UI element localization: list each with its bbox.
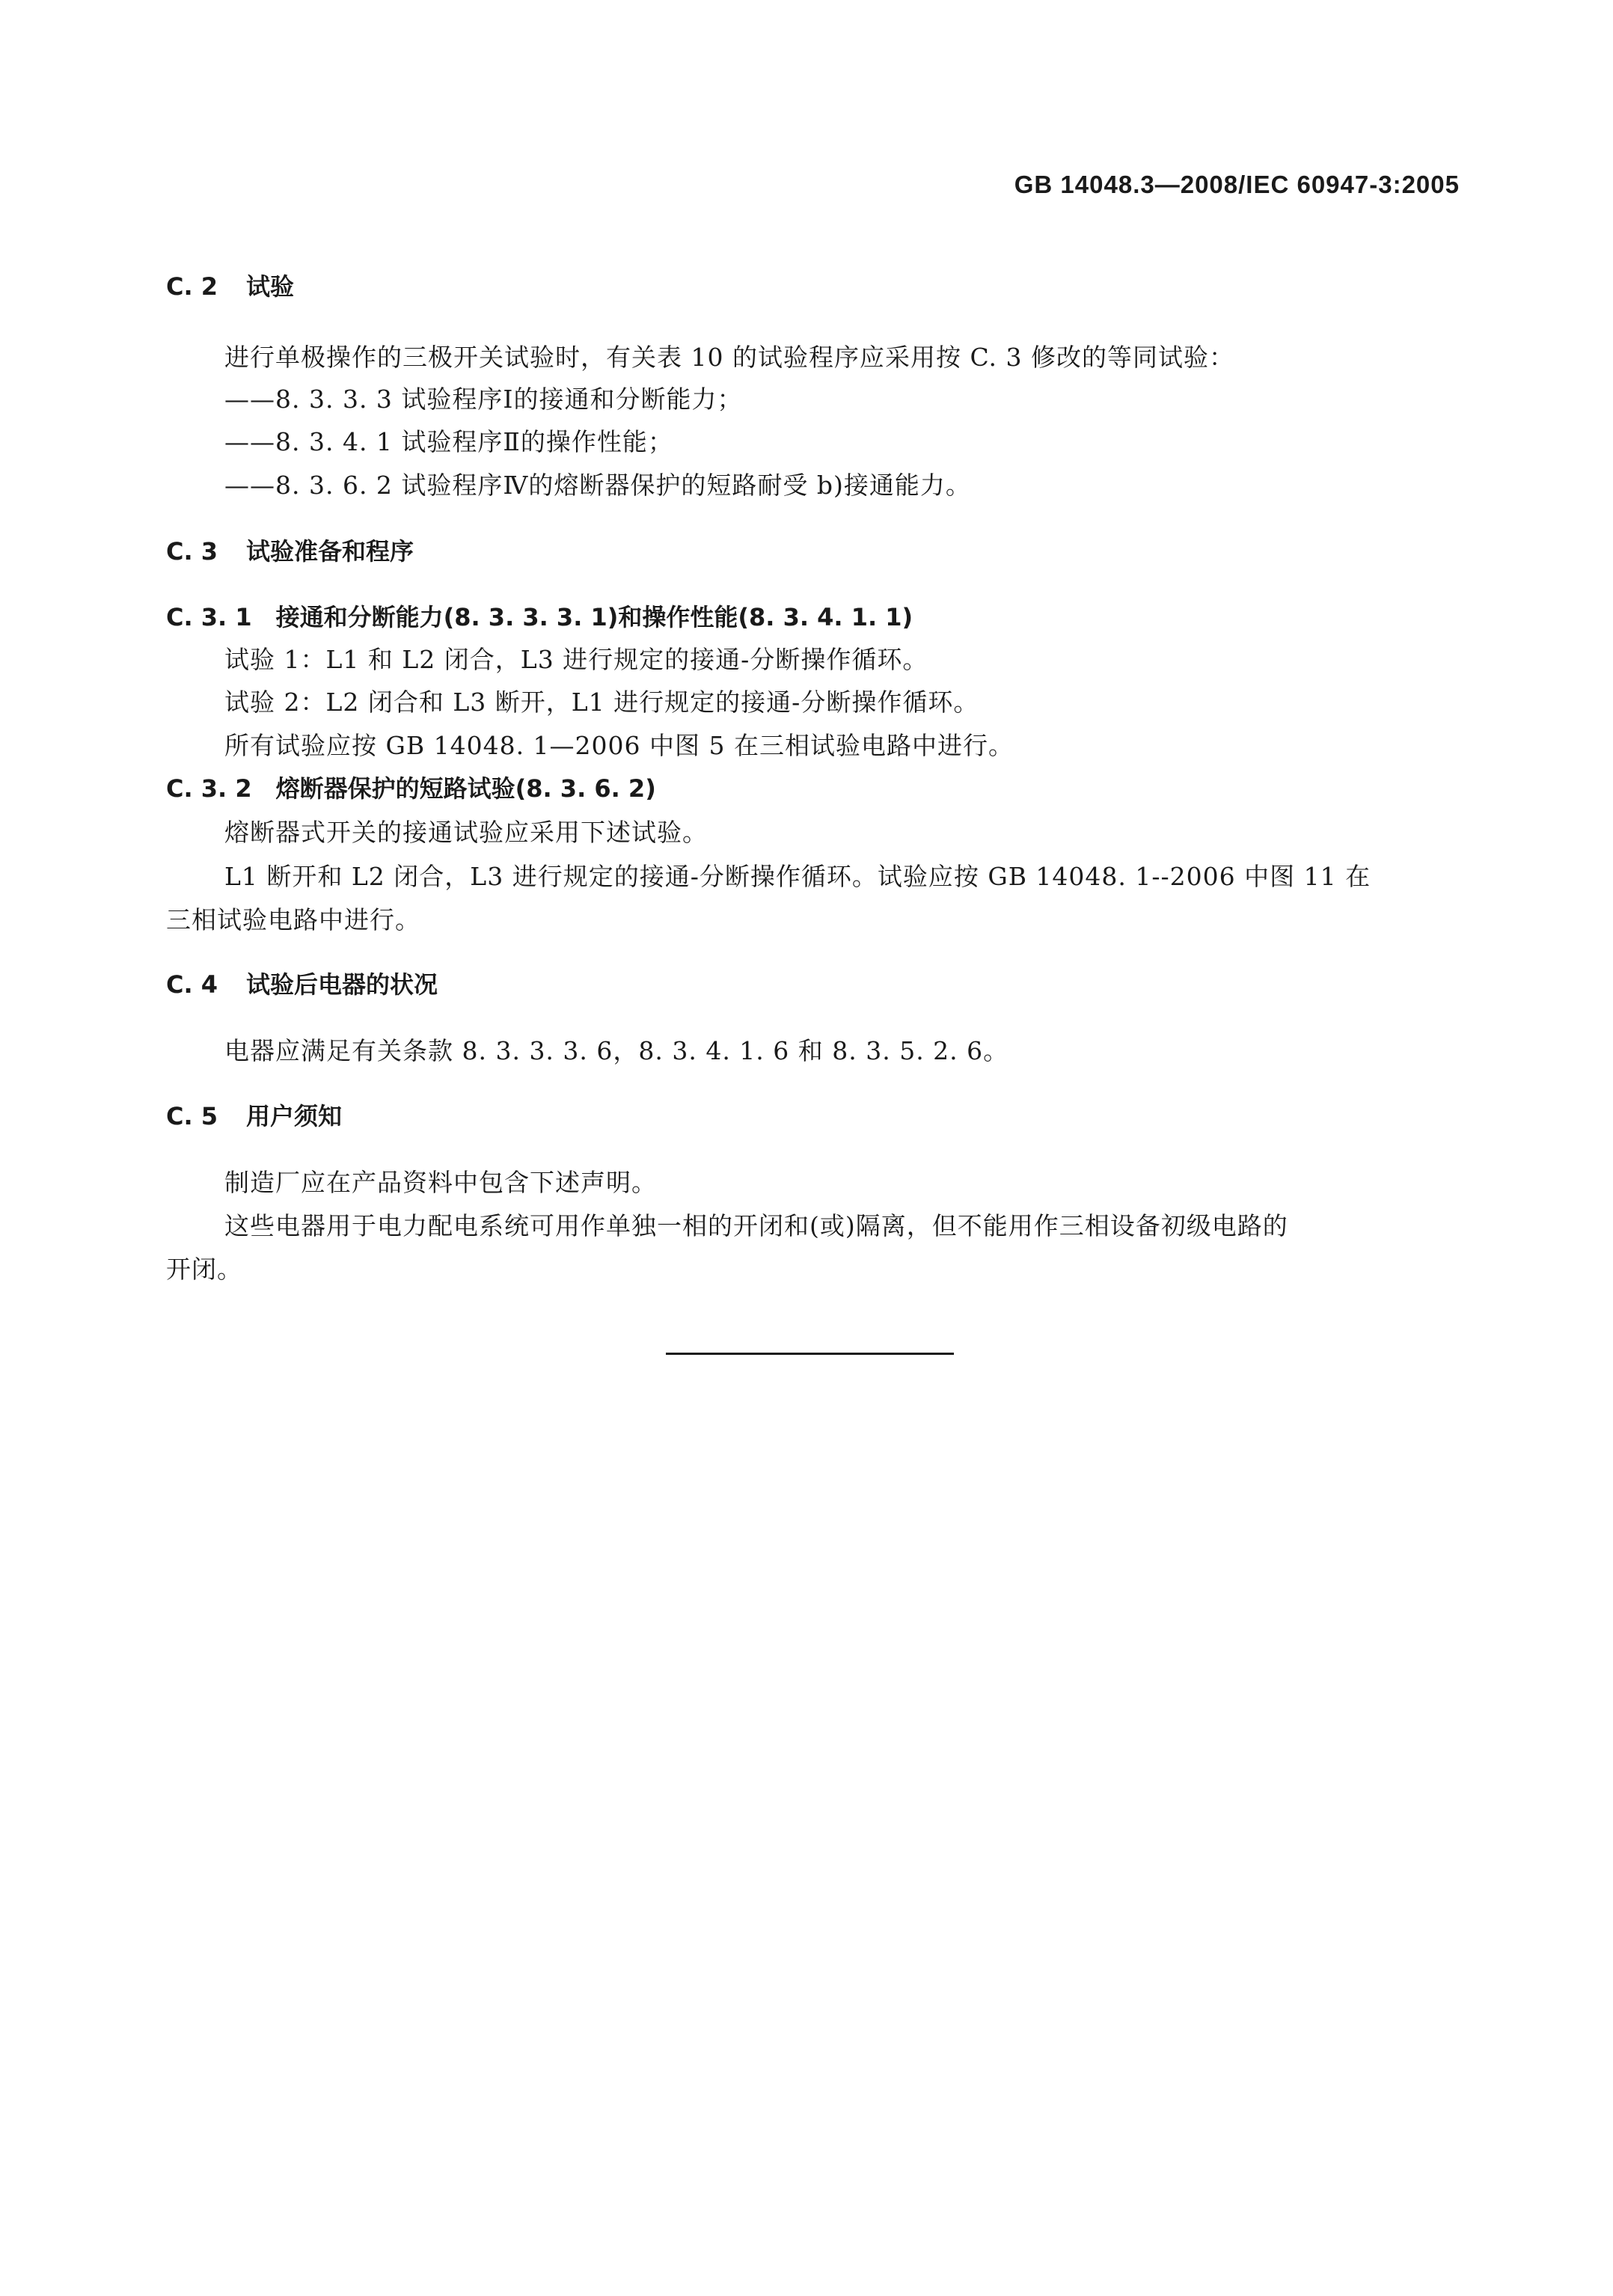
section-number: C. 2 [166,272,218,301]
section-number: C. 3. 2 [166,774,252,803]
section-c3-heading [166,533,414,567]
list-item: ——8. 3. 6. 2 试验程序Ⅳ的熔断器保护的短路耐受 b)接通能力。 [224,471,971,500]
paragraph: 熔断器式开关的接通试验应采用下述试验。 [224,818,708,847]
section-title: 接通和分断能力(8. 3. 3. 3. 1)和操作性能(8. 3. 4. 1. 1) [275,603,913,631]
section-title: 试验 [246,272,295,301]
section-c4-heading [166,966,438,1000]
paragraph: 试验 1：L1 和 L2 闭合，L3 进行规定的接通-分断操作循环。 [224,645,928,674]
section-c2-heading [166,268,294,302]
paragraph: L1 断开和 L2 闭合，L3 进行规定的接通-分断操作循环。试验应按 GB 14048. 1--2006 中图 11 在 [224,862,1371,891]
paragraph-continuation: 开闭。 [166,1255,242,1284]
paragraph: 进行单极操作的三极开关试验时，有关表 10 的试验程序应采用按 C. 3 修改的等同试验： [224,343,1234,372]
paragraph: 制造厂应在产品资料中包含下述声明。 [224,1168,657,1197]
paragraph: 试验 2：L2 闭合和 L3 断开，L1 进行规定的接通-分断操作循环。 [224,688,979,717]
section-title: 用户须知 [246,1102,343,1130]
section-number: C. 4 [166,970,218,999]
section-c3-2-heading [166,770,656,804]
paragraph: 这些电器用于电力配电系统可用作单独一相的开闭和(或)隔离，但不能用作三相设备初级电路的 [224,1211,1288,1240]
section-title: 试验准备和程序 [246,537,414,566]
document-header: GB 14048.3—2008/IEC 60947-3:2005 [1014,171,1460,198]
list-item: ——8. 3. 4. 1 试验程序Ⅱ的操作性能； [224,427,673,456]
section-title: 试验后电器的状况 [246,970,438,999]
section-number: C. 3 [166,537,218,566]
paragraph: 电器应满足有关条款 8. 3. 3. 3. 6，8. 3. 4. 1. 6 和 8. 3. 5. 2. 6。 [224,1036,1009,1065]
list-item: ——8. 3. 3. 3 试验程序Ⅰ的接通和分断能力； [224,385,743,414]
paragraph: 所有试验应按 GB 14048. 1—2006 中图 5 在三相试验电路中进行。 [224,731,1014,760]
end-of-document-rule [666,1353,954,1355]
section-c5-heading [166,1098,342,1132]
paragraph-continuation: 三相试验电路中进行。 [166,905,420,934]
section-title: 熔断器保护的短路试验(8. 3. 6. 2) [275,774,656,803]
section-c3-1-heading [166,599,913,633]
section-number: C. 5 [166,1102,218,1130]
section-number: C. 3. 1 [166,603,252,631]
